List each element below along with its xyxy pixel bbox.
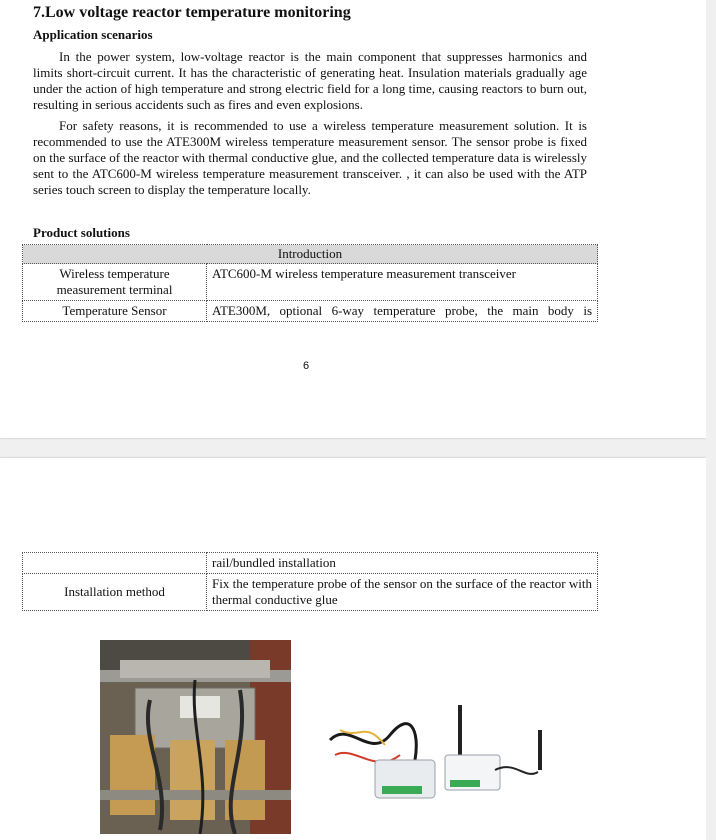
table-cell-name	[23, 553, 207, 574]
subheading-application-scenarios: Application scenarios	[33, 27, 153, 42]
page-number: 6	[303, 360, 310, 372]
table-cell-desc: ATE300M, optional 6-way temperature probe, the main body is	[207, 301, 598, 322]
viewer-scrollbar[interactable]	[706, 0, 716, 840]
table-cell-desc: Fix the temperature probe of the sensor on the surface of the reactor with thermal conductive glue	[207, 574, 598, 611]
devices-photo	[320, 700, 560, 810]
table-row	[23, 264, 598, 301]
table-cell-desc: rail/bundled installation	[207, 553, 598, 574]
table-cell-name: Temperature Sensor	[23, 301, 207, 322]
table-row	[23, 301, 598, 322]
paragraph-1: In the power system, low-voltage reactor is the main component that suppresses harmonics and limits short-circuit current. It has the characteristic of generating heat. Insulation materials gradually age under the action of high temperature and strong electric field for a long time, causing reactors to burn out, resulting in serious accidents such as fires and even explosions.	[33, 49, 587, 112]
paragraph-2: For safety reasons, it is recommended to use a wireless temperature measurement solution. It is recommended to use the ATE300M wireless temperature measurement sensor. The sensor probe is fixed on the surface of the reactor with thermal conductive glue, and the collected temperature data is wirelessly sent to the ATC600-M wireless temperature measurement transceiver. , it can also be used with the ATP series touch screen to display the temperature locally.	[33, 118, 587, 197]
table-header-row	[23, 245, 598, 264]
product-solutions-label: Product solutions	[33, 225, 130, 240]
table-row	[23, 553, 598, 574]
table-cell-name: Installation method	[23, 574, 207, 611]
section-title: 7.Low voltage reactor temperature monitoring	[33, 4, 351, 21]
product-table	[22, 244, 598, 322]
reactor-photo	[100, 640, 291, 834]
table-row	[23, 574, 598, 611]
table-cell-name: Wireless temperature measurement terminal	[23, 264, 207, 301]
table-header-cell: Introduction	[23, 245, 598, 264]
product-table-continued	[22, 552, 598, 611]
table-cell-desc: ATC600-M wireless temperature measurement transceiver	[207, 264, 598, 301]
